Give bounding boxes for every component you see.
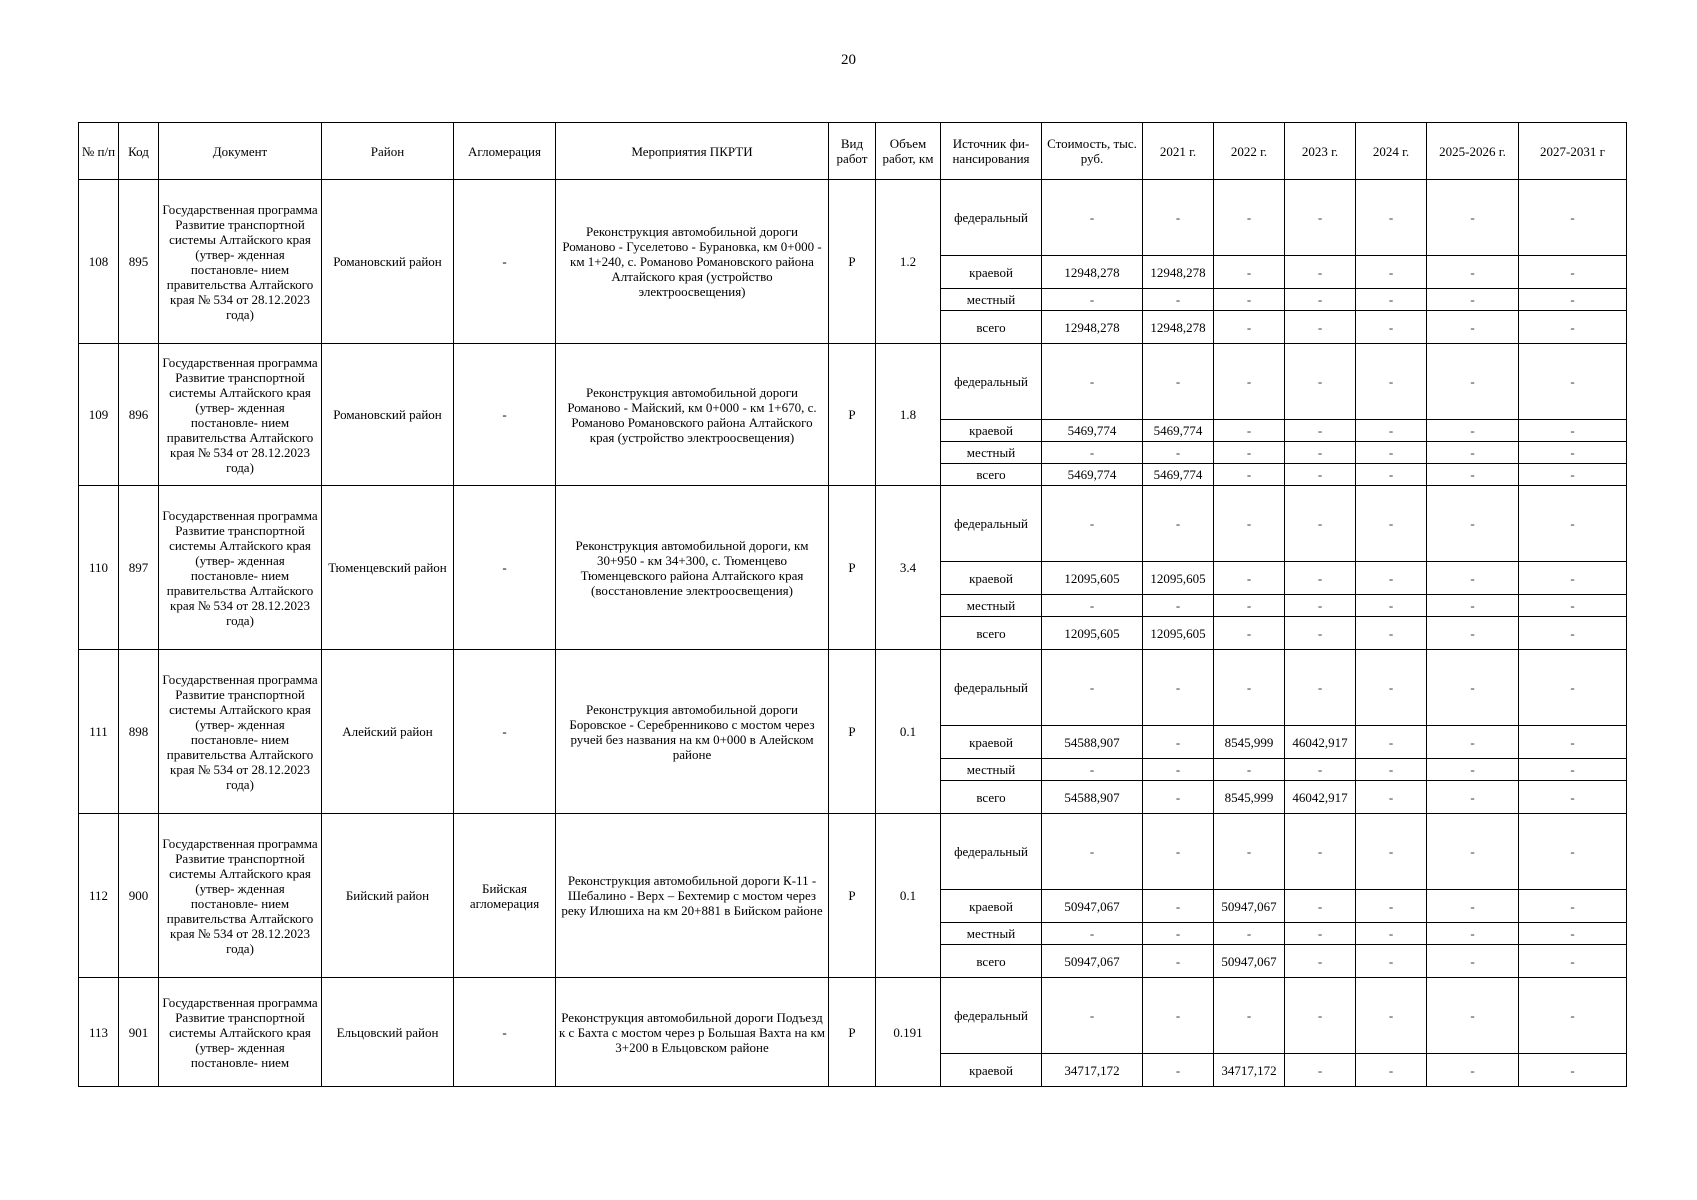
year-2023-value: - xyxy=(1285,344,1356,420)
year-2027-2031-value: - xyxy=(1519,562,1627,595)
year-2022-value: - xyxy=(1214,344,1285,420)
cost-value: - xyxy=(1042,289,1143,311)
cost-value: 50947,067 xyxy=(1042,945,1143,978)
row-document: Государственная программа Развитие транспортной системы Алтайского края (утвер- жденная постановле- нием xyxy=(159,978,322,1087)
row-district: Романовский район xyxy=(322,344,454,486)
year-2027-2031-value: - xyxy=(1519,420,1627,442)
year-2021-value: 5469,774 xyxy=(1143,420,1214,442)
year-2022-value: - xyxy=(1214,464,1285,486)
cost-value: - xyxy=(1042,595,1143,617)
row-event: Реконструкция автомобильной дороги Подъезд к с Бахта с мостом через р Большая Вахта на км 3+200 в Ельцовском районе xyxy=(556,978,829,1087)
year-2022-value: - xyxy=(1214,442,1285,464)
year-2023-value: - xyxy=(1285,420,1356,442)
year-2027-2031-value: - xyxy=(1519,442,1627,464)
row-number: 112 xyxy=(79,814,119,978)
cost-value: - xyxy=(1042,759,1143,781)
year-2022-value: 34717,172 xyxy=(1214,1054,1285,1087)
year-2021-value: - xyxy=(1143,650,1214,726)
row-agglomeration: - xyxy=(454,180,556,344)
year-2021-value: - xyxy=(1143,442,1214,464)
year-2021-value: - xyxy=(1143,289,1214,311)
pkrti-table xyxy=(78,122,1627,1087)
year-2025-2026-value: - xyxy=(1427,311,1519,344)
cost-value: - xyxy=(1042,344,1143,420)
header-document: Документ xyxy=(159,123,322,180)
year-2024-value: - xyxy=(1356,781,1427,814)
year-2023-value: - xyxy=(1285,814,1356,890)
year-2023-value: - xyxy=(1285,311,1356,344)
row-district: Тюменцевский район xyxy=(322,486,454,650)
financing-source: краевой xyxy=(941,562,1042,595)
cost-value: 12095,605 xyxy=(1042,617,1143,650)
year-2023-value: 46042,917 xyxy=(1285,781,1356,814)
year-2024-value: - xyxy=(1356,890,1427,923)
year-2027-2031-value: - xyxy=(1519,180,1627,256)
row-volume: 0.191 xyxy=(876,978,941,1087)
year-2025-2026-value: - xyxy=(1427,442,1519,464)
financing-source: краевой xyxy=(941,890,1042,923)
financing-source: федеральный xyxy=(941,650,1042,726)
year-2025-2026-value: - xyxy=(1427,256,1519,289)
year-2023-value: - xyxy=(1285,442,1356,464)
year-2023-value: - xyxy=(1285,289,1356,311)
cost-value: 34717,172 xyxy=(1042,1054,1143,1087)
year-2021-value: - xyxy=(1143,486,1214,562)
row-number: 113 xyxy=(79,978,119,1087)
year-2025-2026-value: - xyxy=(1427,1054,1519,1087)
row-document: Государственная программа Развитие транспортной системы Алтайского края (утвер- жденная постановле- нием правительства Алтайского края № 534 от 28.12.2023 года) xyxy=(159,344,322,486)
year-2024-value: - xyxy=(1356,289,1427,311)
year-2025-2026-value: - xyxy=(1427,562,1519,595)
year-2021-value: - xyxy=(1143,759,1214,781)
year-2027-2031-value: - xyxy=(1519,759,1627,781)
year-2021-value: - xyxy=(1143,923,1214,945)
cost-value: - xyxy=(1042,442,1143,464)
row-agglomeration: - xyxy=(454,978,556,1087)
year-2023-value: - xyxy=(1285,256,1356,289)
year-2025-2026-value: - xyxy=(1427,781,1519,814)
row-document: Государственная программа Развитие транспортной системы Алтайского края (утвер- жденная постановле- нием правительства Алтайского края № 534 от 28.12.2023 года) xyxy=(159,814,322,978)
cost-value: 5469,774 xyxy=(1042,420,1143,442)
year-2024-value: - xyxy=(1356,726,1427,759)
year-2024-value: - xyxy=(1356,759,1427,781)
year-2025-2026-value: - xyxy=(1427,978,1519,1054)
cost-value: 12095,605 xyxy=(1042,562,1143,595)
year-2021-value: 12948,278 xyxy=(1143,311,1214,344)
table-header xyxy=(79,123,1627,180)
year-2022-value: - xyxy=(1214,486,1285,562)
financing-source: всего xyxy=(941,945,1042,978)
table-row xyxy=(79,486,1627,562)
header-event: Мероприятия ПКРТИ xyxy=(556,123,829,180)
financing-source: местный xyxy=(941,289,1042,311)
header-num: № п/п xyxy=(79,123,119,180)
financing-source: федеральный xyxy=(941,978,1042,1054)
row-code: 900 xyxy=(119,814,159,978)
year-2023-value: - xyxy=(1285,562,1356,595)
year-2024-value: - xyxy=(1356,180,1427,256)
row-document: Государственная программа Развитие транспортной системы Алтайского края (утвер- жденная постановле- нием правительства Алтайского края № 534 от 28.12.2023 года) xyxy=(159,650,322,814)
year-2025-2026-value: - xyxy=(1427,420,1519,442)
cost-value: - xyxy=(1042,923,1143,945)
year-2027-2031-value: - xyxy=(1519,890,1627,923)
cost-value: 5469,774 xyxy=(1042,464,1143,486)
row-district: Алейский район xyxy=(322,650,454,814)
header-work-type: Вид работ xyxy=(829,123,876,180)
cost-value: 50947,067 xyxy=(1042,890,1143,923)
table-row xyxy=(79,978,1627,1054)
row-code: 898 xyxy=(119,650,159,814)
year-2021-value: - xyxy=(1143,781,1214,814)
header-row xyxy=(79,123,1627,180)
row-code: 901 xyxy=(119,978,159,1087)
year-2021-value: - xyxy=(1143,814,1214,890)
year-2021-value: - xyxy=(1143,180,1214,256)
year-2021-value: - xyxy=(1143,344,1214,420)
financing-source: всего xyxy=(941,464,1042,486)
year-2022-value: - xyxy=(1214,311,1285,344)
year-2027-2031-value: - xyxy=(1519,256,1627,289)
row-code: 896 xyxy=(119,344,159,486)
year-2025-2026-value: - xyxy=(1427,344,1519,420)
row-code: 895 xyxy=(119,180,159,344)
header-2027-2031: 2027-2031 г xyxy=(1519,123,1627,180)
row-agglomeration: - xyxy=(454,486,556,650)
header-2021: 2021 г. xyxy=(1143,123,1214,180)
year-2027-2031-value: - xyxy=(1519,289,1627,311)
header-2022: 2022 г. xyxy=(1214,123,1285,180)
year-2022-value: - xyxy=(1214,814,1285,890)
financing-source: местный xyxy=(941,442,1042,464)
year-2022-value: - xyxy=(1214,617,1285,650)
year-2022-value: 50947,067 xyxy=(1214,945,1285,978)
year-2024-value: - xyxy=(1356,945,1427,978)
year-2024-value: - xyxy=(1356,464,1427,486)
row-number: 111 xyxy=(79,650,119,814)
year-2021-value: 12095,605 xyxy=(1143,562,1214,595)
year-2022-value: - xyxy=(1214,420,1285,442)
row-event: Реконструкция автомобильной дороги Романово - Гуселетово - Бурановка, км 0+000 - км 1+240, с. Романово Романовского района Алтайского края (устройство электроосвещения) xyxy=(556,180,829,344)
year-2024-value: - xyxy=(1356,344,1427,420)
row-number: 110 xyxy=(79,486,119,650)
year-2027-2031-value: - xyxy=(1519,617,1627,650)
financing-source: местный xyxy=(941,595,1042,617)
financing-source: всего xyxy=(941,781,1042,814)
year-2021-value: 12095,605 xyxy=(1143,617,1214,650)
year-2025-2026-value: - xyxy=(1427,289,1519,311)
row-event: Реконструкция автомобильной дороги, км 30+950 - км 34+300, с. Тюменцево Тюменцевского района Алтайского края (восстановление электроосвещения) xyxy=(556,486,829,650)
year-2023-value: - xyxy=(1285,595,1356,617)
row-work-type: Р xyxy=(829,814,876,978)
year-2027-2031-value: - xyxy=(1519,650,1627,726)
row-work-type: Р xyxy=(829,486,876,650)
year-2022-value: 8545,999 xyxy=(1214,781,1285,814)
year-2022-value: 8545,999 xyxy=(1214,726,1285,759)
financing-source: краевой xyxy=(941,256,1042,289)
year-2025-2026-value: - xyxy=(1427,595,1519,617)
year-2025-2026-value: - xyxy=(1427,945,1519,978)
row-code: 897 xyxy=(119,486,159,650)
year-2023-value: - xyxy=(1285,923,1356,945)
year-2023-value: - xyxy=(1285,486,1356,562)
row-work-type: Р xyxy=(829,650,876,814)
financing-source: всего xyxy=(941,617,1042,650)
financing-source: краевой xyxy=(941,1054,1042,1087)
row-volume: 1.2 xyxy=(876,180,941,344)
cost-value: 12948,278 xyxy=(1042,311,1143,344)
year-2024-value: - xyxy=(1356,617,1427,650)
year-2022-value: - xyxy=(1214,256,1285,289)
year-2022-value: - xyxy=(1214,923,1285,945)
year-2025-2026-value: - xyxy=(1427,650,1519,726)
cost-value: - xyxy=(1042,650,1143,726)
year-2023-value: - xyxy=(1285,945,1356,978)
year-2027-2031-value: - xyxy=(1519,781,1627,814)
year-2025-2026-value: - xyxy=(1427,726,1519,759)
year-2024-value: - xyxy=(1356,650,1427,726)
table-row xyxy=(79,814,1627,890)
year-2024-value: - xyxy=(1356,1054,1427,1087)
year-2025-2026-value: - xyxy=(1427,617,1519,650)
year-2022-value: - xyxy=(1214,978,1285,1054)
year-2027-2031-value: - xyxy=(1519,486,1627,562)
row-event: Реконструкция автомобильной дороги Боровское - Серебренниково с мостом через ручей без названия на км 0+000 в Алейском районе xyxy=(556,650,829,814)
header-volume: Объем работ, км xyxy=(876,123,941,180)
row-work-type: Р xyxy=(829,344,876,486)
year-2024-value: - xyxy=(1356,595,1427,617)
year-2022-value: - xyxy=(1214,650,1285,726)
year-2024-value: - xyxy=(1356,978,1427,1054)
row-work-type: Р xyxy=(829,978,876,1087)
row-agglomeration: - xyxy=(454,650,556,814)
row-volume: 0.1 xyxy=(876,650,941,814)
row-volume: 1.8 xyxy=(876,344,941,486)
year-2025-2026-value: - xyxy=(1427,486,1519,562)
year-2025-2026-value: - xyxy=(1427,180,1519,256)
year-2021-value: - xyxy=(1143,945,1214,978)
row-number: 109 xyxy=(79,344,119,486)
table-body xyxy=(79,180,1627,1087)
year-2024-value: - xyxy=(1356,256,1427,289)
year-2023-value: - xyxy=(1285,890,1356,923)
year-2025-2026-value: - xyxy=(1427,890,1519,923)
year-2024-value: - xyxy=(1356,486,1427,562)
year-2023-value: - xyxy=(1285,978,1356,1054)
cost-value: - xyxy=(1042,180,1143,256)
header-2025-2026: 2025-2026 г. xyxy=(1427,123,1519,180)
financing-source: краевой xyxy=(941,420,1042,442)
year-2023-value: - xyxy=(1285,180,1356,256)
year-2023-value: - xyxy=(1285,617,1356,650)
year-2021-value: - xyxy=(1143,1054,1214,1087)
year-2024-value: - xyxy=(1356,562,1427,595)
table-row xyxy=(79,180,1627,256)
header-district: Район xyxy=(322,123,454,180)
year-2024-value: - xyxy=(1356,923,1427,945)
year-2024-value: - xyxy=(1356,814,1427,890)
financing-source: всего xyxy=(941,311,1042,344)
year-2022-value: - xyxy=(1214,562,1285,595)
cost-value: 54588,907 xyxy=(1042,781,1143,814)
year-2025-2026-value: - xyxy=(1427,923,1519,945)
year-2024-value: - xyxy=(1356,442,1427,464)
row-work-type: Р xyxy=(829,180,876,344)
row-document: Государственная программа Развитие транспортной системы Алтайского края (утвер- жденная постановле- нием правительства Алтайского края № 534 от 28.12.2023 года) xyxy=(159,486,322,650)
cost-value: - xyxy=(1042,814,1143,890)
year-2023-value: - xyxy=(1285,1054,1356,1087)
header-agglomeration: Агломерация xyxy=(454,123,556,180)
year-2027-2031-value: - xyxy=(1519,978,1627,1054)
year-2022-value: - xyxy=(1214,180,1285,256)
year-2027-2031-value: - xyxy=(1519,923,1627,945)
year-2027-2031-value: - xyxy=(1519,311,1627,344)
header-financing-source: Источник фи-нансирования xyxy=(941,123,1042,180)
financing-source: федеральный xyxy=(941,814,1042,890)
row-district: Романовский район xyxy=(322,180,454,344)
page-number: 20 xyxy=(841,52,856,68)
financing-source: местный xyxy=(941,759,1042,781)
row-district: Ельцовский район xyxy=(322,978,454,1087)
year-2022-value: - xyxy=(1214,759,1285,781)
year-2021-value: - xyxy=(1143,978,1214,1054)
year-2022-value: - xyxy=(1214,289,1285,311)
year-2027-2031-value: - xyxy=(1519,945,1627,978)
year-2021-value: - xyxy=(1143,595,1214,617)
year-2024-value: - xyxy=(1356,311,1427,344)
row-agglomeration: - xyxy=(454,344,556,486)
year-2022-value: 50947,067 xyxy=(1214,890,1285,923)
year-2027-2031-value: - xyxy=(1519,464,1627,486)
year-2022-value: - xyxy=(1214,595,1285,617)
header-2024: 2024 г. xyxy=(1356,123,1427,180)
cost-value: - xyxy=(1042,978,1143,1054)
financing-source: местный xyxy=(941,923,1042,945)
year-2024-value: - xyxy=(1356,420,1427,442)
cost-value: - xyxy=(1042,486,1143,562)
financing-source: федеральный xyxy=(941,486,1042,562)
year-2021-value: 5469,774 xyxy=(1143,464,1214,486)
year-2027-2031-value: - xyxy=(1519,726,1627,759)
year-2025-2026-value: - xyxy=(1427,814,1519,890)
year-2023-value: - xyxy=(1285,650,1356,726)
financing-source: федеральный xyxy=(941,180,1042,256)
row-agglomeration: Бийская агломерация xyxy=(454,814,556,978)
year-2023-value: - xyxy=(1285,464,1356,486)
row-number: 108 xyxy=(79,180,119,344)
year-2025-2026-value: - xyxy=(1427,464,1519,486)
year-2027-2031-value: - xyxy=(1519,1054,1627,1087)
year-2023-value: - xyxy=(1285,759,1356,781)
year-2021-value: 12948,278 xyxy=(1143,256,1214,289)
cost-value: 54588,907 xyxy=(1042,726,1143,759)
table-row xyxy=(79,650,1627,726)
year-2027-2031-value: - xyxy=(1519,814,1627,890)
year-2021-value: - xyxy=(1143,726,1214,759)
row-volume: 3.4 xyxy=(876,486,941,650)
row-district: Бийский район xyxy=(322,814,454,978)
year-2027-2031-value: - xyxy=(1519,595,1627,617)
header-code: Код xyxy=(119,123,159,180)
row-event: Реконструкция автомобильной дороги К-11 - Шебалино - Верх – Бехтемир с мостом через реку Илюшиха на км 20+881 в Бийском районе xyxy=(556,814,829,978)
year-2023-value: 46042,917 xyxy=(1285,726,1356,759)
row-document: Государственная программа Развитие транспортной системы Алтайского края (утвер- жденная постановле- нием правительства Алтайского края № 534 от 28.12.2023 года) xyxy=(159,180,322,344)
financing-source: краевой xyxy=(941,726,1042,759)
financing-source: федеральный xyxy=(941,344,1042,420)
header-cost: Стоимость, тыс. руб. xyxy=(1042,123,1143,180)
year-2021-value: - xyxy=(1143,890,1214,923)
year-2027-2031-value: - xyxy=(1519,344,1627,420)
year-2025-2026-value: - xyxy=(1427,759,1519,781)
header-2023: 2023 г. xyxy=(1285,123,1356,180)
table-row xyxy=(79,344,1627,420)
cost-value: 12948,278 xyxy=(1042,256,1143,289)
row-event: Реконструкция автомобильной дороги Романово - Майский, км 0+000 - км 1+670, с. Романово Романовского района Алтайского края (устройство электроосвещения) xyxy=(556,344,829,486)
row-volume: 0.1 xyxy=(876,814,941,978)
